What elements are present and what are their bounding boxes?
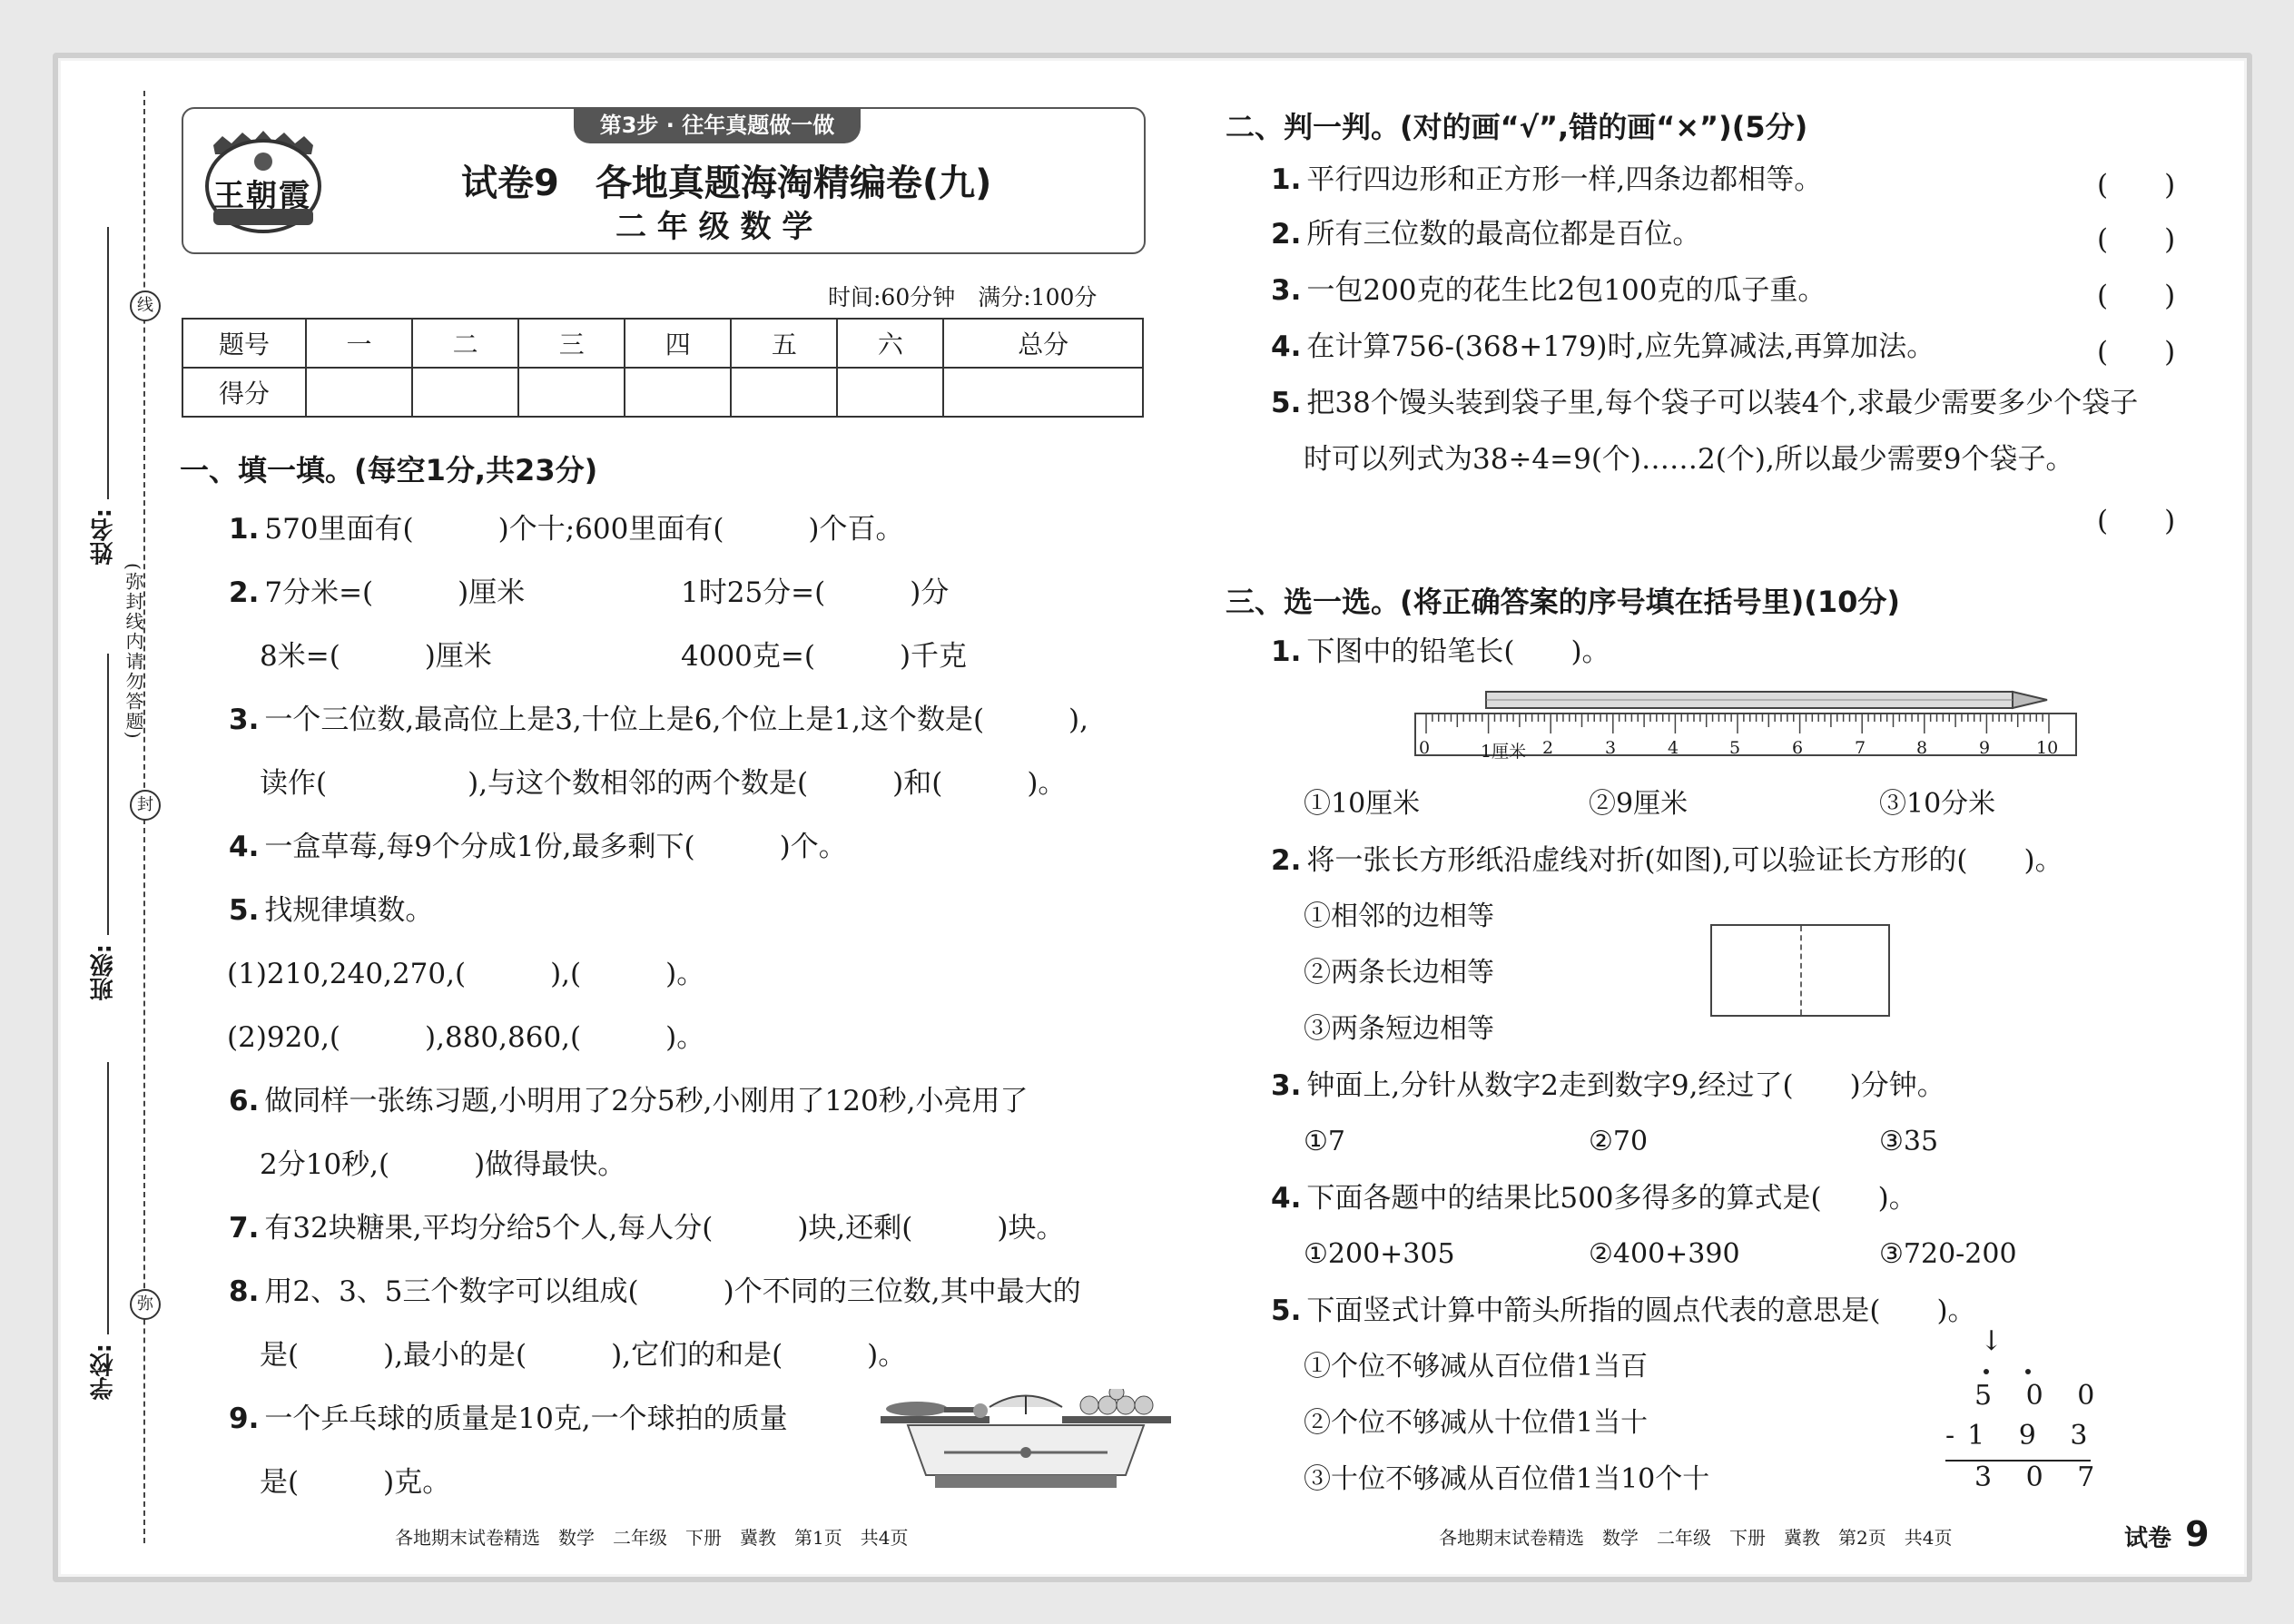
corner-label-text: 试卷	[2124, 1525, 2172, 1552]
q-text: 570里面有( )个十;600里面有( )个百。	[264, 513, 904, 546]
q-num: 3.	[229, 704, 260, 736]
q-num: 2.	[1271, 218, 1302, 251]
s1-q9b: 是( )克。	[260, 1466, 451, 1499]
s3-q2-opt2[interactable]: ②两条长边相等	[1304, 957, 1494, 989]
s2-q5b: 时可以列式为38÷4=9(个)……2(个),所以最少需要9个袋子。	[1304, 443, 2074, 476]
binding-note: (弥封线内请勿答题)	[123, 563, 144, 741]
s3-q2-opt1[interactable]: ①相邻的边相等	[1304, 901, 1494, 932]
s3-q4-opt1[interactable]: ①200+305	[1304, 1238, 1455, 1270]
binding-mark-xian: 线	[130, 290, 161, 321]
s1-q6a	[229, 1083, 1029, 1119]
q-text: 平行四边形和正方形一样,四条边都相等。	[1306, 163, 1823, 196]
s3-q3	[1271, 1068, 1945, 1104]
q-num: 3.	[1271, 274, 1302, 307]
corner-label	[2124, 1514, 2210, 1554]
q-text: 将一张长方形纸沿虚线对折(如图),可以验证长方形的( )。	[1306, 844, 2063, 877]
s1-q2a	[229, 575, 525, 611]
s1-q1	[229, 511, 904, 547]
q-text: 下面竖式计算中箭头所指的圆点代表的意思是( )。	[1306, 1294, 1976, 1327]
q-text: 一包200克的花生比2包100克的瓜子重。	[1306, 274, 1826, 307]
borrow-dot	[1984, 1369, 1989, 1374]
s1-q5a: (1)210,240,270,( ),( )。	[227, 958, 705, 990]
ruler-label: 9	[1979, 738, 1991, 758]
q-num: 1.	[1271, 163, 1302, 196]
score-cell: 五	[731, 319, 837, 368]
s1-q2d: 4000克=( )千克	[681, 640, 968, 673]
q-num: 7.	[229, 1212, 260, 1245]
q-text: 钟面上,分针从数字2走到数字9,经过了( )分钟。	[1306, 1069, 1945, 1102]
score-cell: 二	[412, 319, 518, 368]
score-input[interactable]	[306, 368, 412, 417]
s1-q8b: 是( ),最小的是( ),它们的和是( )。	[260, 1339, 907, 1372]
footer-right: 各地期末试卷精选 数学 二年级 下册 冀教 第2页 共4页	[1439, 1527, 1953, 1549]
class-field[interactable]	[107, 654, 109, 935]
s1-q6b: 2分10秒,( )做得最快。	[260, 1148, 626, 1181]
ruler-label: 7	[1855, 738, 1866, 758]
q-text: 一个三位数,最高位上是3,十位上是6,个位上是1,这个数是( ),	[264, 704, 1088, 736]
s3-q3-opt2[interactable]: ②70	[1589, 1126, 1649, 1157]
q-text: 下图中的铅笔长( )。	[1306, 635, 1610, 668]
logo-text: 王朝霞	[213, 178, 311, 214]
s3-q1-opt2[interactable]: ②9厘米	[1589, 788, 1689, 820]
score-row-label: 得分	[182, 368, 306, 417]
ruler-labels	[1412, 738, 2083, 765]
footer-left: 各地期末试卷精选 数学 二年级 下册 冀教 第1页 共4页	[395, 1527, 909, 1549]
s2-q1	[1271, 162, 1822, 198]
score-input[interactable]	[518, 368, 625, 417]
score-cell: 六	[837, 319, 943, 368]
s1-q2b: 1时25分=( )分	[681, 576, 950, 609]
s3-q5-opt3[interactable]: ③十位不够减从百位借1当10个十	[1304, 1463, 1710, 1495]
ruler-label: 5	[1729, 738, 1741, 758]
name-label: 姓名:	[90, 508, 117, 566]
score-cell: 三	[518, 319, 625, 368]
score-cell: 总分	[943, 319, 1143, 368]
borrow-dot	[2025, 1369, 2031, 1374]
q-num: 5.	[229, 894, 260, 927]
ruler-label: 0	[1419, 738, 1431, 758]
q-num: 9.	[229, 1403, 260, 1435]
s3-q4-opt2[interactable]: ②400+390	[1589, 1238, 1740, 1270]
q-text: 所有三位数的最高位都是百位。	[1306, 218, 1701, 251]
q-text: 把38个馒头装到袋子里,每个袋子可以装4个,求最少需要多少个袋子	[1306, 387, 2139, 419]
q-num: 6.	[229, 1085, 260, 1117]
score-table	[182, 318, 1144, 418]
s3-q5	[1271, 1293, 1976, 1329]
s3-q5-opt2[interactable]: ②个位不够减从十位借1当十	[1304, 1407, 1649, 1439]
s3-q1-opt3[interactable]: ③10分米	[1879, 788, 1996, 820]
q-num: 4.	[229, 831, 260, 863]
s1-q3b: 读作( ),与这个数相邻的两个数是( )和( )。	[260, 767, 1067, 800]
score-table-score-row	[182, 368, 1143, 417]
s2-answer-3[interactable]: ( )	[2097, 280, 2176, 312]
s1-q2c: 8米=( )厘米	[260, 640, 492, 673]
ruler-label: 1厘米	[1481, 742, 1527, 762]
score-input[interactable]	[731, 368, 837, 417]
q-text: 有32块糖果,平均分给5个人,每人分( )块,还剩( )块。	[264, 1212, 1065, 1245]
s1-q8a	[229, 1274, 1081, 1310]
q-num: 2.	[229, 576, 260, 609]
s1-q4	[229, 829, 847, 865]
vertical-calc	[1938, 1325, 2108, 1498]
score-cell: 题号	[182, 319, 306, 368]
logo	[195, 118, 331, 241]
s2-answer-2[interactable]: ( )	[2097, 223, 2176, 256]
school-field[interactable]	[107, 1062, 109, 1334]
folded-rectangle-image	[1710, 924, 1890, 1017]
s1-q9a	[229, 1401, 788, 1437]
s3-q3-opt3[interactable]: ③35	[1879, 1126, 1939, 1157]
q-num: 4.	[1271, 1182, 1302, 1215]
balance-scale-image	[871, 1389, 1180, 1498]
corner-number: 9	[2185, 1514, 2210, 1554]
q-num: 2.	[1271, 844, 1302, 877]
step-badge: 第3步 · 往年真题做一做	[574, 107, 861, 143]
score-input[interactable]	[412, 368, 518, 417]
section2-title: 二、判一判。(对的画“√”,错的画“×”)(5分)	[1226, 110, 1808, 144]
q-text: 一盒草莓,每9个分成1份,最多剩下( )个。	[264, 831, 847, 863]
score-cell: 四	[625, 319, 731, 368]
binding-mark-mi: 弥	[130, 1289, 161, 1320]
s2-q3	[1271, 272, 1826, 309]
s3-q2	[1271, 842, 2063, 879]
q-num: 8.	[229, 1275, 260, 1308]
section3-title: 三、选一选。(将正确答案的序号填在括号里)(10分)	[1226, 585, 1901, 619]
score-cell: 一	[306, 319, 412, 368]
s3-q1	[1271, 634, 1610, 670]
score-table-header-row	[182, 319, 1143, 368]
q-num: 5.	[1271, 1294, 1302, 1327]
ruler-label: 2	[1542, 738, 1554, 758]
section1-title: 一、填一填。(每空1分,共23分)	[180, 453, 598, 487]
s3-q5-opt1[interactable]: ①个位不够减从百位借1当百	[1304, 1351, 1649, 1383]
s2-answer-4[interactable]: ( )	[2097, 336, 2176, 369]
ruler-label: 6	[1792, 738, 1804, 758]
q-num: 1.	[229, 513, 260, 546]
ruler-label: 8	[1916, 738, 1928, 758]
q-num: 4.	[1271, 330, 1302, 363]
q-text: 7分米=( )厘米	[264, 576, 526, 609]
calc-row-2: -1 9 3	[1945, 1420, 2101, 1452]
q-num: 5.	[1271, 387, 1302, 419]
binding-mark-feng: 封	[130, 790, 161, 821]
s1-q3a	[229, 702, 1088, 738]
q-num: 3.	[1271, 1069, 1302, 1102]
score-input[interactable]	[943, 368, 1143, 417]
q-text: 做同样一张练习题,小明用了2分5秒,小刚用了120秒,小亮用了	[264, 1085, 1029, 1117]
ruler-label: 3	[1605, 738, 1617, 758]
s2-q5a	[1271, 385, 2138, 421]
score-input[interactable]	[837, 368, 943, 417]
exam-subtitle: 二 年 级 数 学	[615, 209, 813, 245]
s1-q5b: (2)920,( ),880,860,( )。	[227, 1021, 705, 1054]
s3-q2-opt3[interactable]: ③两条短边相等	[1304, 1013, 1494, 1045]
exam-title: 试卷9 各地真题海淘精编卷(九)	[461, 162, 992, 204]
q-text: 用2、3、5三个数字可以组成( )个不同的三位数,其中最大的	[264, 1275, 1081, 1308]
time-info: 时间:60分钟 满分:100分	[828, 284, 1098, 310]
calc-row-3: 3 0 7	[1974, 1462, 2108, 1493]
calc-row-1: 5 0 0	[1974, 1380, 2108, 1412]
fold-line	[1800, 926, 1802, 1015]
s2-q2	[1271, 216, 1700, 252]
s1-q7	[229, 1210, 1064, 1246]
score-input[interactable]	[625, 368, 731, 417]
s3-q1-opt1[interactable]: ①10厘米	[1304, 788, 1421, 820]
q-text: 一个乒乓球的质量是10克,一个球拍的质量	[264, 1403, 788, 1435]
arrow-icon: ↓	[1980, 1325, 2004, 1357]
name-field[interactable]	[107, 227, 109, 499]
q-text: 找规律填数。	[264, 894, 434, 927]
class-label: 班级:	[90, 944, 117, 1001]
s3-q3-opt1[interactable]: ①7	[1304, 1126, 1345, 1157]
q-text: 下面各题中的结果比500多得多的算式是( )。	[1306, 1182, 1917, 1215]
s3-q4-opt3[interactable]: ③720-200	[1879, 1238, 2017, 1270]
q-num: 1.	[1271, 635, 1302, 668]
s2-answer-1[interactable]: ( )	[2097, 169, 2176, 202]
q-text: 在计算756-(368+179)时,应先算减法,再算加法。	[1306, 330, 1935, 363]
ruler-label: 4	[1668, 738, 1679, 758]
ruler-label: 10	[2036, 738, 2059, 758]
school-label: 学校:	[90, 1343, 117, 1401]
s1-q5	[229, 892, 433, 929]
s2-answer-5[interactable]: ( )	[2097, 505, 2176, 537]
s3-q4	[1271, 1180, 1917, 1216]
s2-q4	[1271, 329, 1935, 365]
